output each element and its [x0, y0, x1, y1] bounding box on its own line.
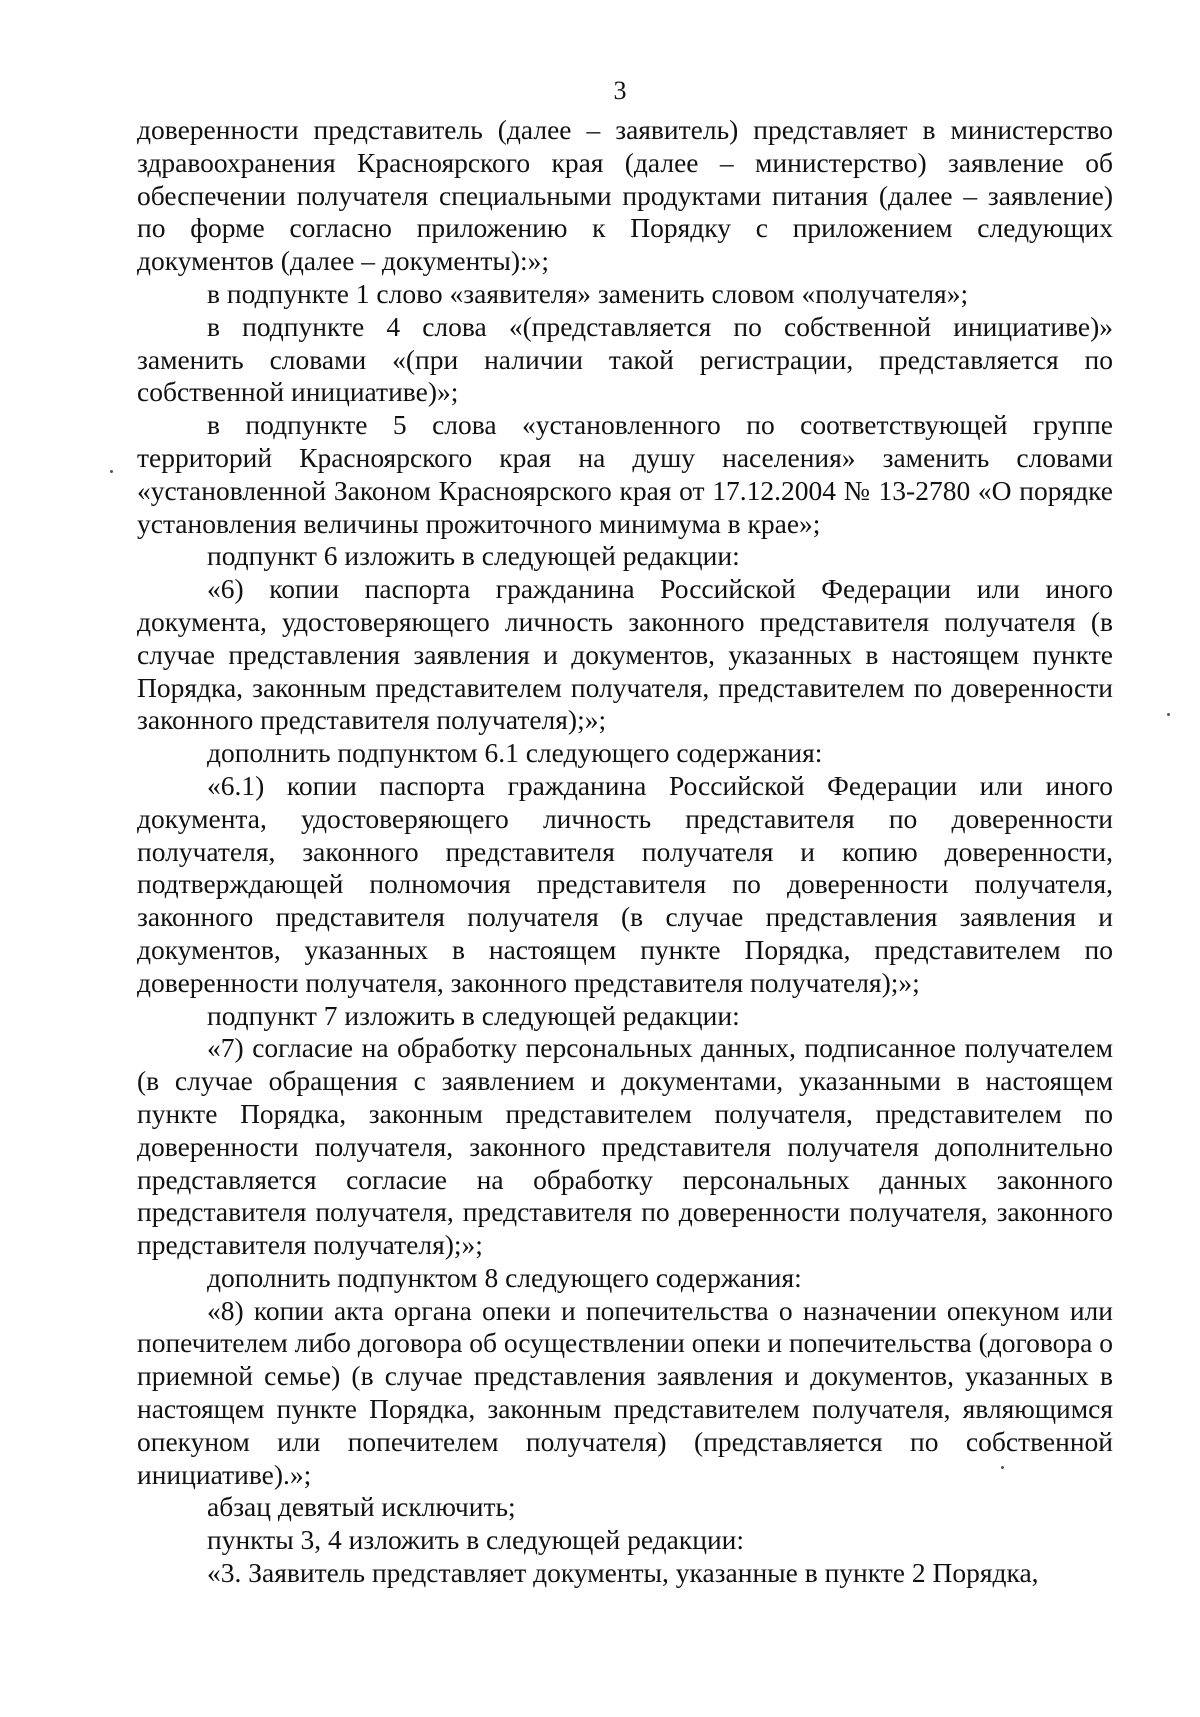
paragraph-13: абзац девятый исключить; [207, 1491, 516, 1523]
paragraph-3: в подпункте 4 слова «(представляется по собственной инициативе)» заменить словами «(при наличии такой регистрации, представляется по собственной инициативе)»; [137, 310, 1113, 408]
scan-speck [1001, 1466, 1004, 1469]
paragraph-11: дополнить подпунктом 8 следующего содержания: [207, 1261, 802, 1293]
scan-speck [110, 470, 113, 473]
paragraph-15: «3. Заявитель представляет документы, указанные в пункте 2 Порядка, [207, 1557, 1039, 1589]
paragraph-5: подпункт 6 изложить в следующей редакции: [207, 540, 740, 572]
paragraph-9: подпункт 7 изложить в следующей редакции: [207, 999, 740, 1031]
paragraph-10: «7) согласие на обработку персональных данных, подписанное получателем (в случае обращения с заявлением и документами, указанными в настоящем пункте Порядка, законным представителем получателя, представителем по доверенности получателя, законного представителя получателя дополнительно представляется согласие на обработку персональных данных законного представителя получателя, представителя по доверенности получателя, законного представителя получателя);»; [137, 1032, 1113, 1261]
paragraph-14: пункты 3, 4 изложить в следующей редакции: [207, 1524, 745, 1556]
paragraph-7: дополнить подпунктом 6.1 следующего содержания: [207, 737, 823, 769]
paragraph-4: в подпункте 5 слова «установленного по соответствующей группе территорий Красноярского края на душу населения» заменить словами «установленной Законом Красноярского края от 17.12.2004 № 13-2780 «О порядке установления величины прожиточного минимума в крае»; [137, 409, 1113, 539]
paragraph-6: «6) копии паспорта гражданина Российской Федерации или иного документа, удостоверяющего личность законного представителя получателя (в случае представления заявления и документов, указанных в настоящем пункте Порядка, законным представителем получателя, представителем по доверенности законного представителя получателя);»; [137, 573, 1113, 736]
paragraph-1: доверенности представитель (далее – заявитель) представляет в министерство здравоохранения Красноярского края (далее – министерство) заявление об обеспечении получателя специальными продуктами питания (далее – заявление) по форме согласно приложению к Порядку с приложением следующих документов (далее – документы):»; [137, 114, 1113, 277]
scan-speck [1167, 713, 1170, 716]
document-body [137, 114, 1113, 1590]
page-number: 3 [613, 76, 627, 105]
paragraph-2: в подпункте 1 слово «заявителя» заменить словом «получателя»; [207, 277, 969, 309]
paragraph-12: «8) копии акта органа опеки и попечительства о назначении опекуном или попечителем либо договора об осуществлении опеки и попечительства (договора о приемной семье) (в случае представления заявления и документов, указанных в настоящем пункте Порядка, законным представителем получателя, являющимся опекуном или попечителем получателя) (представляется по собственной инициативе).»; [137, 1294, 1113, 1490]
paragraph-8: «6.1) копии паспорта гражданина Российской Федерации или иного документа, удостоверяющего личность представителя по доверенности получателя, законного представителя получателя и копию доверенности, подтверждающей полномочия представителя по доверенности получателя, законного представителя получателя (в случае представления заявления и документов, указанных в настоящем пункте Порядка, представителем по доверенности получателя, законного представителя получателя);»; [137, 769, 1113, 998]
